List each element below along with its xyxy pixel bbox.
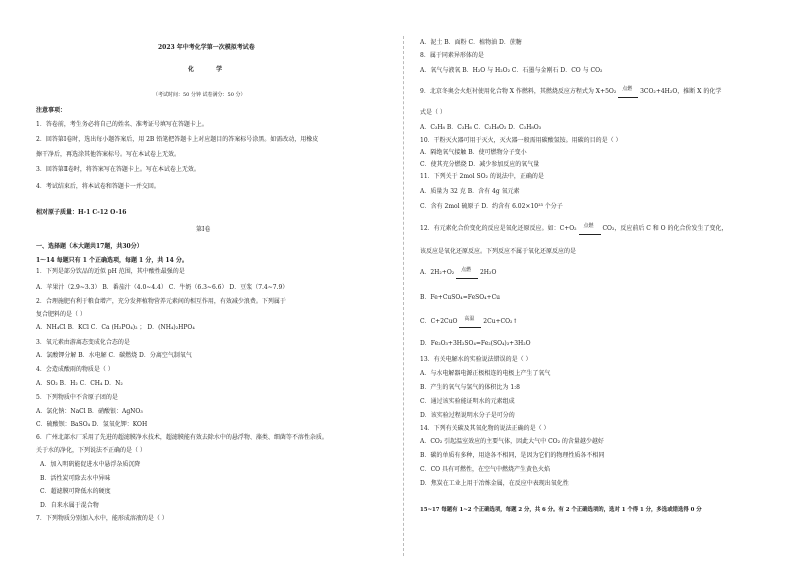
question-9-cont: 式是（ ） (420, 109, 446, 116)
question-11-options-ab: A．质量为 32 克 B．含有 4g 氧元素 (420, 188, 520, 195)
question-14-option-d: D．焦炭在工业上用于冶炼金属，在反应中表现出氧化性 (420, 480, 569, 487)
exam-title: 2023 年中考化学第一次模拟考试卷 (158, 44, 255, 51)
question-13: 13．有关电解水的实验说法错误的是（ ） (420, 356, 532, 363)
question-6: 6．广州北部水厂采用了先进的超滤膜净水技术，超滤膜能有效去除水中的悬浮物、藻类、细菌等不溶性杂质。 (36, 434, 328, 441)
question-8-options: A．氧气与液氧 B．H₂O 与 H₂O₂ C．石墨与金刚石 D．CO 与 CO₂ (420, 67, 603, 74)
question-8: 8．属于同素异形体的是 (420, 52, 484, 59)
question-6-option-b: B．活性炭可除去水中异味 (40, 475, 111, 482)
question-13-option-c: C．通过该实验能证明水的元素组成 (420, 398, 515, 405)
reaction-condition: 点燃 (461, 267, 472, 273)
question-14-option-c: C．CO 具有可燃性，在空气中燃烧产生黄色火焰 (420, 466, 551, 473)
question-1: 1．下列是部分饮品的近似 pH 范围，其中酸性最强的是 (36, 268, 185, 275)
question-2: 2．合理施肥有利于粮食增产，充分发挥植物营养元素间的相互作用，有效减少浪费。下列属于 (36, 298, 286, 305)
question-5-options-ab: A．氯化钠：NaCl B．硝酸银：AgNO₃ (36, 408, 143, 415)
question-4-options: A．SO₂ B．H₂ C．CH₄ D．N₂ (36, 380, 123, 387)
notes-title: 注意事项： (36, 107, 67, 114)
question-12-stem: 12．有元素化合价变化的反应是氧化还原反应。如：C+O₂ (420, 225, 577, 232)
question-6-option-d: D．自来水属于混合物 (40, 502, 99, 509)
question-14-option-a: A．CO₂ 引起温室效应的主要气体，因此大气中 CO₂ 的含量越少越好 (420, 438, 604, 445)
question-9-stem: 9．北京冬奥会火炬衬使用化合物 X 作燃料，其燃烧反应方程式为 X+5O₂ (420, 88, 617, 95)
reaction-condition: 点燃 (583, 223, 594, 229)
reaction-condition: 高温 (464, 316, 475, 322)
question-6-option-c: C．超滤膜可降低水的硬度 (40, 488, 111, 495)
question-10-options-ab: A．隔绝氧气接触 B．使可燃物分子变小 (420, 149, 527, 156)
question-9-product: 3CO₂+4H₂O，推断 X 的化学 (640, 88, 722, 95)
question-12 (420, 225, 728, 233)
question-11-options-cd: C．含有 2mol 硫原子 D．约含有 6.02×10²³ 个分子 (420, 203, 563, 210)
note-4: 4．考试结束后，将本试卷和答题卡一并交回。 (36, 183, 160, 190)
reaction-condition: 点燃 (622, 86, 633, 92)
question-4: 4．会造成酸雨的物质是（ ） (36, 366, 114, 373)
section-title: 第Ⅰ卷 (196, 226, 211, 233)
question-2-options: A．NH₄Cl B．KCl C．Ca (H₂PO₄)₂ ； D．(NH₄)₂HPO₄ (36, 324, 195, 331)
question-9 (420, 88, 721, 96)
note-1: 1．答卷前，考生务必将自己的姓名、准考证号填写在答题卡上。 (36, 121, 208, 128)
question-3-options: A．氯酸钾分解 B．水电解 C．碳燃烧 D．分离空气制氧气 (36, 352, 192, 359)
question-5-options-cd: C．硫酸钡：BaSO₄ D．氢氧化钾：KOH (36, 421, 148, 428)
question-14-option-b: B．碳的单质有多种，用途各不相同，是因为它们的物理性质各不相同 (420, 452, 605, 459)
column-divider (403, 36, 404, 556)
note-3: 3．回答第Ⅱ卷时，将答案写在答题卡上。写在本试卷上无效。 (36, 166, 200, 173)
note-2: 2．回答第Ⅰ卷时，选出每小题答案后，用 2B 铅笔把答题卡上对应题目的答案标号涂黑。如需改动，用橡皮 (36, 136, 319, 143)
question-5: 5．下列物质中不含原子团的是 (36, 394, 118, 401)
exam-info: （考试时间：50 分钟 试卷满分：50 分） (153, 92, 246, 98)
question-10: 10．干粉灭火器可用于灭火，灭火器一般需用碳酸氢铵。用碳的目的是（ ） (420, 137, 622, 144)
part-2-note: 15~17 每题有 1~2 个正确选项，每题 2 分，共 6 分。有 2 个正确选项的，选对 1 个得 1 分，多选或错选得 0 分 (420, 507, 702, 513)
question-12-product: CO₂，反应前后 C 和 O 的化合价发生了变化， (602, 225, 728, 232)
question-13-option-a: A．与水电解器电源正极相连的电极上产生了氧气 (420, 370, 551, 377)
question-13-option-d: D．该实验过程说明水分子是可分的 (420, 412, 515, 419)
question-6-cont: 关于水的净化，下列说法不正确的是（ ） (36, 447, 146, 454)
question-2-cont: 复合肥料的是（ ） (36, 311, 86, 318)
question-12-option-c: C．C+2CuO 高温 2Cu+CO₂↑ (420, 318, 518, 326)
question-9-options: A．C₃H₈ B．C₃H₆ C．C₂H₆O₂ D．C₃H₈O₃ (420, 124, 542, 131)
part-note: 1～14 每题只有 1 个正确选项，每题 1 分，共 14 分。 (36, 257, 188, 264)
question-12-cont: 该反应是氧化还原反应。下列反应不属于氧化还原反应的是 (420, 248, 577, 255)
question-11: 11．下列关于 2mol SO₂ 的说法中，正确的是 (420, 173, 544, 180)
subject-title: 化 学 (188, 66, 233, 73)
question-13-option-b: B．产生的氧气与氢气的体积比为 1:8 (420, 384, 520, 391)
question-7: 7．下列物质分别加入水中，能形成溶液的是（ ） (36, 515, 168, 522)
question-10-options-cd: C．使其充分燃烧 D．减少参加反应的氧气量 (420, 161, 540, 168)
question-3: 3．氧元素由游离态变成化合态的是 (36, 339, 130, 346)
atomic-mass: 相对原子质量：H-1 C-12 O-16 (36, 209, 127, 216)
question-6-option-a: A．加入明矾能促进水中悬浮杂质沉降 (40, 461, 141, 468)
question-12-option-b: B．Fe+CuSO₄=FeSO₄+Cu (420, 294, 501, 301)
question-12-option-a: A．2H₂+O₂ 点燃 2H₂O (420, 269, 496, 277)
part-heading: 一、选择题（本大题共17题，共30分） (36, 243, 143, 250)
note-2-cont: 擦干净后，再选涂其他答案标号。写在本试卷上无效。 (36, 151, 181, 158)
question-7-options: A．泥土 B．面粉 C．植物油 D．蔗糖 (420, 39, 522, 46)
question-1-options: A．苹果汁（2.9~3.3） B．番茄汁（4.0~4.4） C．牛奶（6.3~6.6） D．豆浆（7.4~7.9） (36, 284, 289, 291)
question-12-option-d: D．Fe₂O₃+3H₂SO₄=Fe₂(SO₄)₃+3H₂O (420, 340, 531, 347)
question-14: 14．下列有关碳及其氧化物的说法正确的是（ ） (420, 425, 550, 432)
